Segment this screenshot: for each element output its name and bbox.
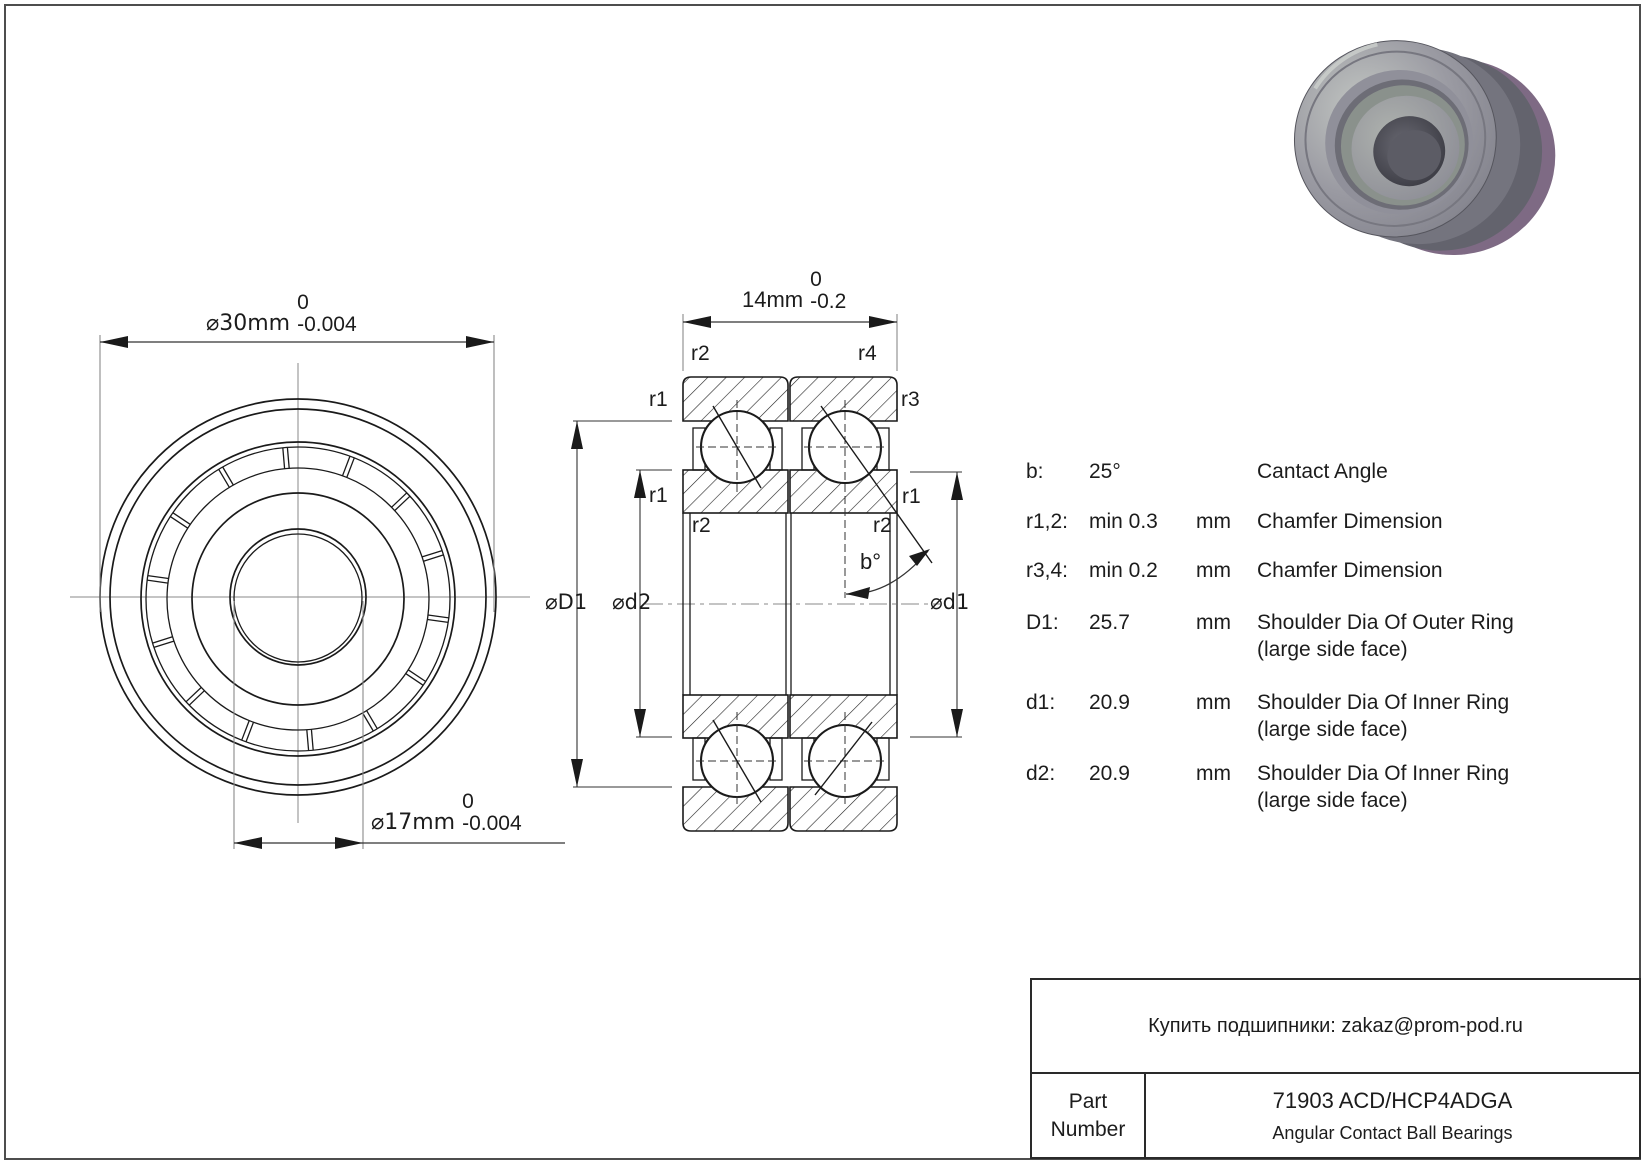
spec-row-chamfer-r12 xyxy=(1026,508,1626,535)
title-block xyxy=(1030,978,1641,1159)
spec-label: d2: xyxy=(1026,762,1056,785)
spec-row-chamfer-r34 xyxy=(1026,557,1626,584)
chamfer-label-r4-top: r4 xyxy=(858,342,877,365)
spec-unit: mm xyxy=(1196,510,1231,533)
spec-desc: Chamfer Dimension xyxy=(1257,510,1443,533)
dim-outer-value: ⌀30mm xyxy=(206,311,291,336)
spec-label: d1: xyxy=(1026,691,1056,714)
spec-label: r1,2: xyxy=(1026,510,1069,533)
dim-width-tol-upper: 0 xyxy=(810,268,822,291)
spec-unit: mm xyxy=(1196,559,1231,582)
spec-value: 20.9 xyxy=(1089,762,1130,785)
spec-desc: Shoulder Dia Of Inner Ring (large side face) xyxy=(1257,762,1510,812)
chamfer-label-r1-mid-left: r1 xyxy=(649,484,668,507)
shoulder-dia-d2-label: ⌀d2 xyxy=(612,590,652,614)
spec-unit: mm xyxy=(1196,691,1231,714)
spec-value: min 0.3 xyxy=(1089,510,1158,533)
chamfer-label-r1-top-left: r1 xyxy=(649,388,668,411)
chamfer-label-r2-low-left: r2 xyxy=(692,514,711,537)
dimension-width xyxy=(742,269,846,313)
front-view-drawing xyxy=(70,363,530,823)
dim-width-tol-lower: -0.2 xyxy=(810,290,847,313)
dim-outer-tol-lower: -0.004 xyxy=(297,313,357,336)
spec-value: 25° xyxy=(1089,460,1121,483)
spec-row-shoulder-d1 xyxy=(1026,689,1626,743)
shoulder-dia-D1-label: ⌀D1 xyxy=(545,590,588,614)
section-view-drawing xyxy=(645,377,940,831)
part-type: Angular Contact Ball Bearings xyxy=(1272,1122,1513,1143)
spec-label: D1: xyxy=(1026,611,1059,634)
spec-value: min 0.2 xyxy=(1089,559,1158,582)
part-number-cell xyxy=(1146,1074,1639,1157)
spec-row-contact-angle xyxy=(1026,458,1626,485)
chamfer-label-r1-mid-right: r1 xyxy=(902,485,921,508)
dimension-outer-diameter xyxy=(206,292,357,336)
spec-row-shoulder-D1 xyxy=(1026,609,1626,663)
dimension-bore-diameter xyxy=(371,791,522,835)
chamfer-label-r2-top: r2 xyxy=(691,342,710,365)
dim-outer-tol-upper: 0 xyxy=(297,291,309,314)
shoulder-dia-d1-label: ⌀d1 xyxy=(930,590,970,614)
chamfer-label-r2-low-right: r2 xyxy=(873,514,892,537)
dim-bore-value: ⌀17mm xyxy=(371,810,456,835)
spec-desc: Chamfer Dimension xyxy=(1257,559,1443,582)
spec-desc: Shoulder Dia Of Inner Ring (large side face) xyxy=(1257,691,1510,741)
part-number-value: 71903 ACD/HCP4ADGA xyxy=(1272,1087,1513,1113)
contact-info: Купить подшипники: zakaz@prom-pod.ru xyxy=(1032,980,1639,1074)
spec-label: r3,4: xyxy=(1026,559,1069,582)
spec-desc: Shoulder Dia Of Outer Ring (large side face) xyxy=(1257,611,1514,661)
spec-value: 25.7 xyxy=(1089,611,1130,634)
spec-desc: Cantact Angle xyxy=(1257,460,1388,483)
dim-width-value: 14mm xyxy=(742,287,804,312)
bearing-photo xyxy=(1276,11,1573,285)
spec-label: b: xyxy=(1026,460,1044,483)
chamfer-label-r3-top-right: r3 xyxy=(901,388,920,411)
dim-bore-tol-lower: -0.004 xyxy=(462,812,522,835)
dim-bore-tol-upper: 0 xyxy=(462,790,474,813)
contact-angle-label: b° xyxy=(860,549,882,574)
part-number-label: Part Number xyxy=(1032,1074,1146,1157)
spec-unit: mm xyxy=(1196,611,1231,634)
spec-unit: mm xyxy=(1196,762,1231,785)
spec-row-shoulder-d2 xyxy=(1026,760,1626,814)
spec-value: 20.9 xyxy=(1089,691,1130,714)
